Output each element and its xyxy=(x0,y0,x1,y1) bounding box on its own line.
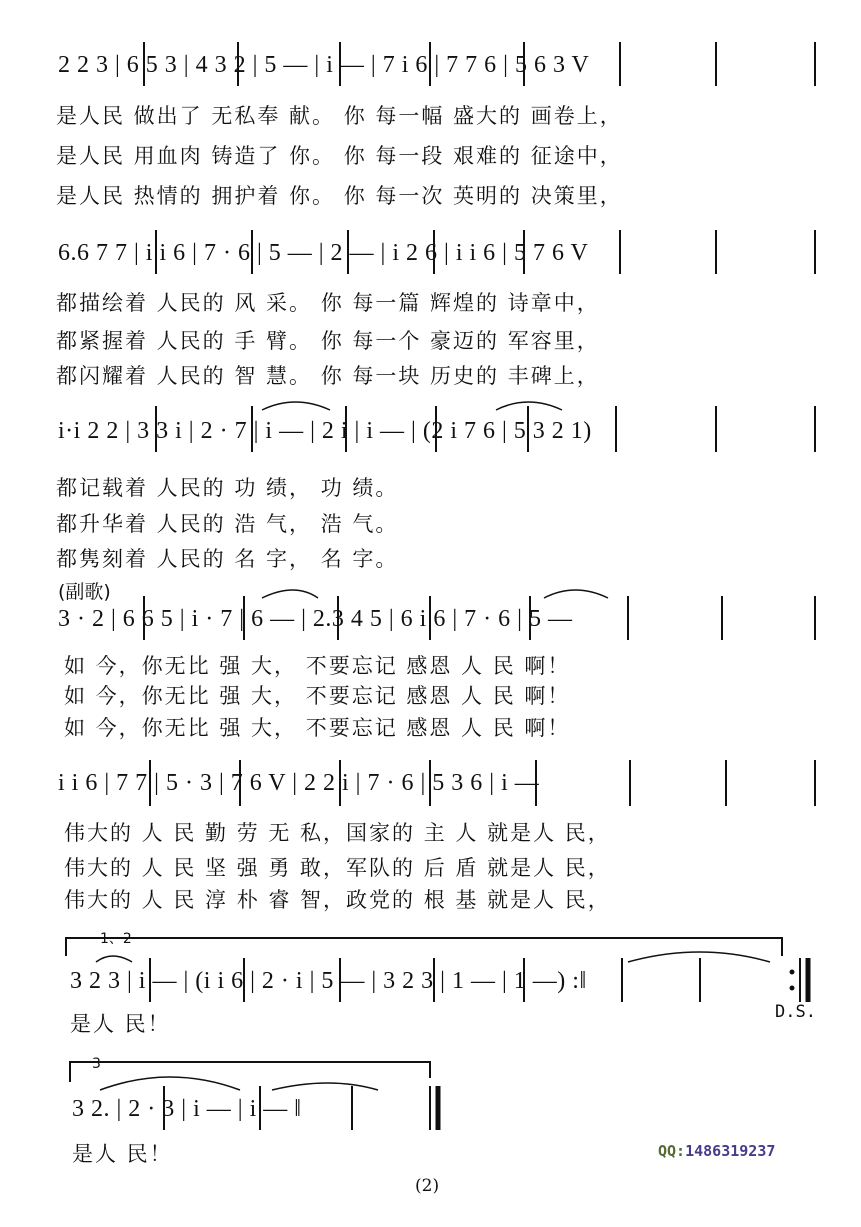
notes-system-4: 3 · 2 | 6 6 5 | i · 7 | 6 — | 2.3 4 5 | 6 i 6 | 7 · 6 | 5 — xyxy=(58,606,573,632)
final-barline xyxy=(430,1086,438,1130)
lyric-system-4-verse-1: 如 今，你无比 强 大， 不要忘记 感恩 人 民 啊！ xyxy=(64,654,571,678)
lyric-system-1-verse-2: 是人民 用血肉 铸造了 你。 你 每一段 艰难的 征途中， xyxy=(56,144,623,168)
qq-number: 1486319237 xyxy=(685,1142,776,1160)
lyric-system-7: 是人 民！ xyxy=(72,1142,173,1166)
volta-brackets xyxy=(66,938,782,1082)
notes-system-7: 3 2. | 2 · 3 | i — | i — ‖ xyxy=(72,1096,302,1122)
lyric-system-5-verse-3: 伟大的 人 民 淳 朴 睿 智，政党的 根 基 就是人 民， xyxy=(64,888,611,912)
lyric-system-5-verse-1: 伟大的 人 民 勤 劳 无 私，国家的 主 人 就是人 民， xyxy=(64,821,611,845)
lyric-system-6: 是人 民！ xyxy=(70,1012,171,1036)
ds-marking: D.S. xyxy=(775,1002,816,1022)
lyric-system-2-verse-3: 都闪耀着 人民的 智 慧。 你 每一块 历史的 丰碑上， xyxy=(56,364,600,388)
notes-system-3: i·i 2 2 | 3 3 i | 2 · 7 | i — | 2 i | i — | (2 i 7 6 | 5 3 2 1) xyxy=(58,418,592,444)
lyric-system-3-verse-2: 都升华着 人民的 浩 气， 浩 气。 xyxy=(56,512,399,536)
notes-system-6: 3 2 3 | i — | (i i 6 | 2 · i | 5 — | 3 2 3 | 1 — | 1 —) :‖ xyxy=(70,968,587,994)
lyric-system-3-verse-3: 都隽刻着 人民的 名 字， 名 字。 xyxy=(56,547,399,571)
lyric-system-3-verse-1: 都记载着 人民的 功 绩， 功 绩。 xyxy=(56,476,399,500)
lyric-system-4-verse-3: 如 今，你无比 强 大， 不要忘记 感恩 人 民 啊！ xyxy=(64,716,571,740)
volta-1-2-label: 1、2 xyxy=(100,931,132,947)
barlines xyxy=(144,42,815,1130)
notes-system-1: 2 2 3 | 6 5 3 | 4 3 2 | 5 — | i — | 7 i 6 | 7 7 6 | 5 6 3 V xyxy=(58,52,590,78)
lyric-system-2-verse-1: 都描绘着 人民的 风 采。 你 每一篇 辉煌的 诗章中， xyxy=(56,291,600,315)
lyric-system-1-verse-1: 是人民 做出了 无私奉 献。 你 每一幅 盛大的 画卷上， xyxy=(56,104,623,128)
lyric-system-2-verse-2: 都紧握着 人民的 手 臂。 你 每一个 豪迈的 军容里， xyxy=(56,329,600,353)
lyric-system-1-verse-3: 是人民 热情的 拥护着 你。 你 每一次 英明的 决策里， xyxy=(56,184,623,208)
lyric-system-4-verse-2: 如 今，你无比 强 大， 不要忘记 感恩 人 民 啊！ xyxy=(64,684,571,708)
qq-label: QQ: xyxy=(658,1142,686,1160)
notes-system-5: i i 6 | 7 7 | 5 · 3 | 7 6 V | 2 2 i | 7 · 6 | 5 3 6 | i — xyxy=(58,770,540,796)
lyric-system-5-verse-2: 伟大的 人 民 坚 强 勇 敢，军队的 后 盾 就是人 民， xyxy=(64,856,611,880)
volta-3-label: 3 xyxy=(92,1056,101,1072)
notes-system-2: 6.6 7 7 | i i 6 | 7 · 6 | 5 — | 2 — | i 2 6 | i i 6 | 5 7 6 V xyxy=(58,240,589,266)
repeat-barline xyxy=(790,958,809,1002)
page-number: (2) xyxy=(415,1176,440,1196)
chorus-label: (副歌) xyxy=(58,581,111,603)
